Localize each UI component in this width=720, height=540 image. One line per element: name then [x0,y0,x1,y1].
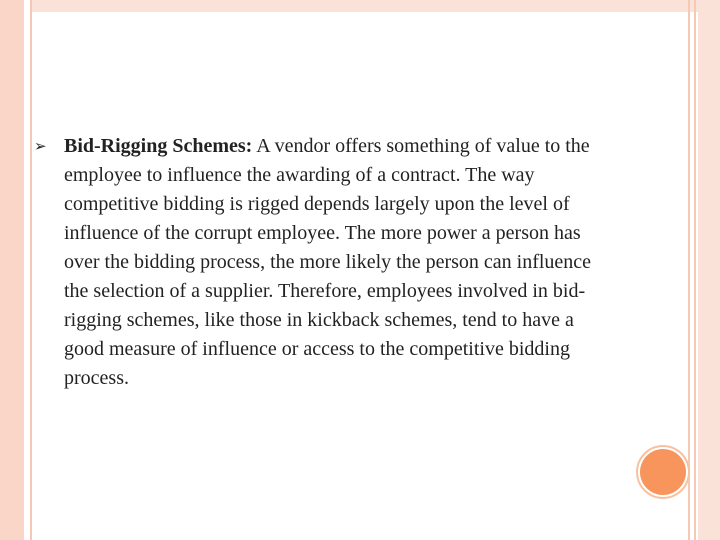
frame-right-band [698,0,720,540]
bullet-body: A vendor offers something of value to the employee to influence the awarding of a contract. The way competitive bidding is rigged depends largely upon the level of influence of the corrupt employee. The more power a person has over the bidding process, the more likely the person can influence the selection of a supplier. Therefore, employees involved in bid-rigging schemes, like those in kickback schemes, tend to have a good measure of influence or access to the competitive bidding process. [64,135,592,389]
orange-circle-decoration [640,449,686,495]
bullet-term: Bid-Rigging Schemes: [64,135,253,157]
bullet-item [34,132,594,393]
bullet-text [64,132,594,393]
frame-top-band [0,0,720,12]
frame-right-line-outer [694,0,696,540]
arrow-bullet-icon: ➢ [34,137,47,155]
frame-right-line [688,0,690,540]
frame-left-band [0,0,24,540]
